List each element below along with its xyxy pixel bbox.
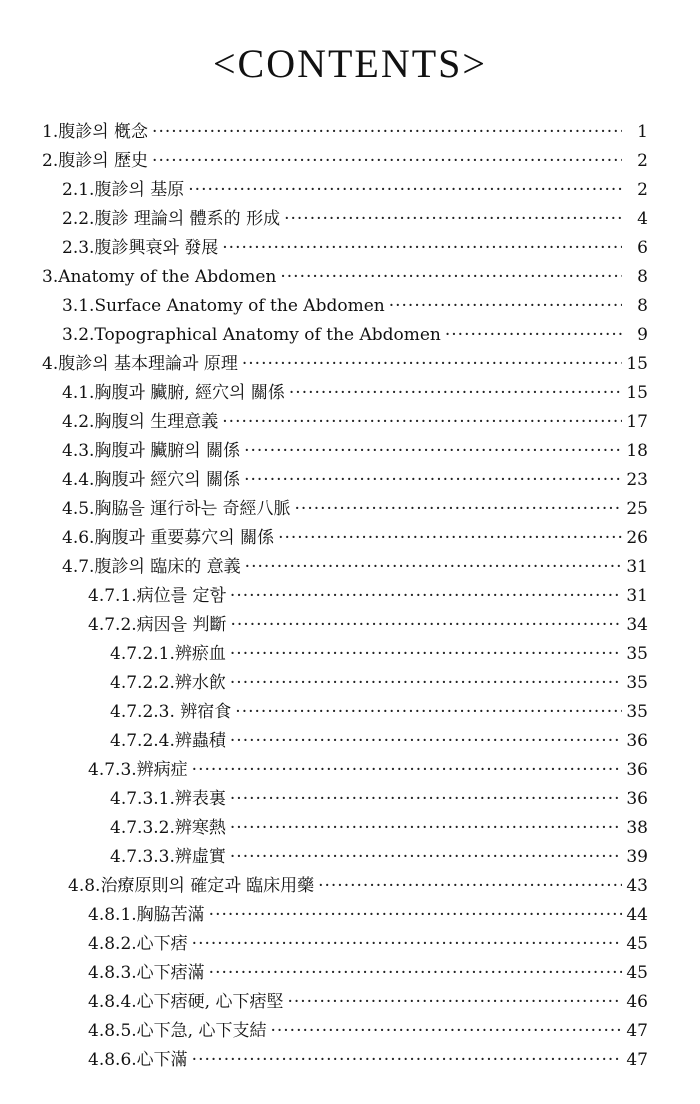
toc-entry — [62, 234, 648, 262]
toc-entry-page-number: 25 — [626, 499, 648, 519]
dot-leader — [209, 959, 622, 987]
toc-entry-page-number: 15 — [626, 354, 648, 374]
toc-entry-label: 4.7.1.病位를 定함 — [88, 586, 226, 606]
dot-leader — [192, 1046, 622, 1074]
dot-leader — [295, 495, 622, 523]
dot-leader — [230, 843, 622, 871]
dot-leader — [209, 901, 622, 929]
toc-entry-page-number: 43 — [626, 876, 648, 896]
toc-entry-label: 2.2.腹診 理論의 體系的 形成 — [62, 209, 281, 229]
toc-entry-page-number: 35 — [626, 702, 648, 722]
toc-entry-label: 4.8.3.心下痞滿 — [88, 963, 205, 983]
dot-leader — [389, 292, 622, 320]
toc-entry-label: 4.8.治療原則의 確定과 臨床用藥 — [68, 876, 315, 896]
toc-entry-page-number: 23 — [626, 470, 648, 490]
toc-entry — [88, 901, 648, 929]
toc-entry-page-number: 2 — [637, 151, 648, 171]
dot-leader — [230, 727, 622, 755]
dot-leader — [230, 669, 622, 697]
toc-entry — [88, 959, 648, 987]
dot-leader — [287, 988, 622, 1016]
dot-leader — [230, 785, 622, 813]
toc-entry-label: 2.腹診의 歷史 — [42, 151, 149, 171]
toc-entry — [42, 263, 648, 291]
toc-entry-page-number: 2 — [637, 180, 648, 200]
dot-leader — [231, 611, 623, 639]
dot-leader — [152, 118, 622, 146]
toc-entry-page-number: 36 — [626, 760, 648, 780]
dot-leader — [188, 176, 622, 204]
toc-entry-label: 4.6.胸腹과 重要募穴의 關係 — [62, 528, 275, 548]
toc-entry — [68, 872, 648, 900]
toc-entry — [88, 988, 648, 1016]
toc-entry-page-number: 18 — [626, 441, 648, 461]
toc-entry — [88, 930, 648, 958]
toc-entry — [62, 408, 648, 436]
toc-entry — [110, 785, 648, 813]
toc-entry-label: 3.Anatomy of the Abdomen — [42, 267, 277, 287]
toc-entry-label: 4.2.胸腹의 生理意義 — [62, 412, 219, 432]
toc-entry-label: 4.7.2.1.辨瘀血 — [110, 644, 226, 664]
dot-leader — [242, 350, 622, 378]
toc-entry-page-number: 34 — [626, 615, 648, 635]
dot-leader — [152, 147, 622, 175]
toc-entry — [62, 437, 648, 465]
dot-leader — [244, 437, 622, 465]
toc-entry-page-number: 39 — [626, 847, 648, 867]
toc-entry-label: 4.4.胸腹과 經穴의 關係 — [62, 470, 241, 490]
toc-entry-label: 4.8.1.胸脇苦滿 — [88, 905, 205, 925]
toc-entry-label: 4.7.3.1.辨表裏 — [110, 789, 226, 809]
toc-entry-page-number: 31 — [626, 586, 648, 606]
toc-entry — [110, 727, 648, 755]
dot-leader — [318, 872, 622, 900]
toc-entry — [42, 350, 648, 378]
toc-entry-label: 4.7.3.2.辨寒熱 — [110, 818, 226, 838]
toc-entry-label: 4.8.6.心下滿 — [88, 1050, 188, 1070]
toc-entry-label: 4.7.2.2.辨水飮 — [110, 673, 226, 693]
toc-entry-page-number: 15 — [626, 383, 648, 403]
toc-entry — [62, 176, 648, 204]
toc-entry-label: 4.8.4.心下痞硬, 心下痞堅 — [88, 992, 284, 1012]
toc-entry-label: 4.8.2.心下痞 — [88, 934, 188, 954]
toc-entry-label: 1.腹診의 槪念 — [42, 122, 149, 142]
toc-entry-page-number: 45 — [626, 963, 648, 983]
toc-entry — [62, 524, 648, 552]
toc-entry-page-number: 35 — [626, 644, 648, 664]
toc-entry-label: 4.3.胸腹과 臟腑의 關係 — [62, 441, 241, 461]
toc-entry-page-number: 31 — [626, 557, 648, 577]
dot-leader — [284, 205, 622, 233]
toc-entry-page-number: 44 — [626, 905, 648, 925]
toc-entry — [88, 611, 648, 639]
toc-entry-page-number: 36 — [626, 789, 648, 809]
toc-entry — [62, 379, 648, 407]
toc-entry-page-number: 17 — [626, 412, 648, 432]
toc-entry-label: 3.2.Topographical Anatomy of the Abdomen — [62, 325, 441, 345]
page-title: <CONTENTS> — [212, 41, 487, 86]
dot-leader — [230, 640, 622, 668]
dot-leader — [230, 582, 622, 610]
toc-entry — [110, 669, 648, 697]
toc-entry-label: 4.7.3.3.辨虛實 — [110, 847, 226, 867]
toc-entry — [110, 698, 648, 726]
toc-entry-label: 3.1.Surface Anatomy of the Abdomen — [62, 296, 385, 316]
toc-entry — [88, 1017, 648, 1045]
toc-entry-page-number: 46 — [626, 992, 648, 1012]
toc-entry-page-number: 8 — [637, 296, 648, 316]
toc-entry-page-number: 9 — [637, 325, 648, 345]
toc-entry-label: 4.腹診의 基本理論과 原理 — [42, 354, 238, 374]
toc-entry — [42, 147, 648, 175]
toc-entry — [62, 292, 648, 320]
toc-entry — [62, 553, 648, 581]
dot-leader — [445, 321, 622, 349]
dot-leader — [192, 930, 622, 958]
toc-entry — [62, 205, 648, 233]
dot-leader — [270, 1017, 622, 1045]
toc-entry — [110, 814, 648, 842]
toc-entry-label: 2.1.腹診의 基原 — [62, 180, 185, 200]
toc-entry-page-number: 6 — [637, 238, 648, 258]
toc-entry — [110, 843, 648, 871]
toc-entry-page-number: 1 — [637, 122, 648, 142]
dot-leader — [245, 553, 622, 581]
dot-leader — [280, 263, 622, 291]
dot-leader — [244, 466, 622, 494]
dot-leader — [222, 234, 622, 262]
toc-entry — [88, 582, 648, 610]
toc-entry — [110, 640, 648, 668]
toc-entry — [42, 118, 648, 146]
dot-leader — [289, 379, 622, 407]
toc-entry-page-number: 38 — [626, 818, 648, 838]
dot-leader — [235, 698, 622, 726]
toc-entry — [62, 495, 648, 523]
toc-entry-page-number: 26 — [626, 528, 648, 548]
toc-entry — [88, 756, 648, 784]
toc-entry-label: 4.8.5.心下急, 心下支結 — [88, 1021, 267, 1041]
dot-leader — [192, 756, 622, 784]
toc-entry-label: 4.7.2.3. 辨宿食 — [110, 702, 232, 722]
toc-entry-page-number: 36 — [626, 731, 648, 751]
toc-entry-page-number: 4 — [637, 209, 648, 229]
toc-entry — [62, 321, 648, 349]
toc-entry-label: 4.7.3.辨病症 — [88, 760, 188, 780]
toc-entry-page-number: 47 — [626, 1021, 648, 1041]
toc-entry-page-number: 47 — [626, 1050, 648, 1070]
toc-entry-page-number: 35 — [626, 673, 648, 693]
dot-leader — [222, 408, 622, 436]
toc-entry-label: 4.1.胸腹과 臟腑, 經穴의 關係 — [62, 383, 285, 403]
toc-entry-label: 2.3.腹診興衰와 發展 — [62, 238, 219, 258]
toc-entry-label: 4.7.2.病因을 判斷 — [88, 615, 227, 635]
dot-leader — [230, 814, 622, 842]
toc-entry — [88, 1046, 648, 1074]
toc-entry-page-number: 45 — [626, 934, 648, 954]
toc-entry-label: 4.5.胸脇을 運行하는 奇經八脈 — [62, 499, 291, 519]
toc-entry-label: 4.7.腹診의 臨床的 意義 — [62, 557, 241, 577]
toc-entry-page-number: 8 — [637, 267, 648, 287]
toc-entry-label: 4.7.2.4.辨蟲積 — [110, 731, 226, 751]
dot-leader — [278, 524, 622, 552]
toc-entry — [62, 466, 648, 494]
